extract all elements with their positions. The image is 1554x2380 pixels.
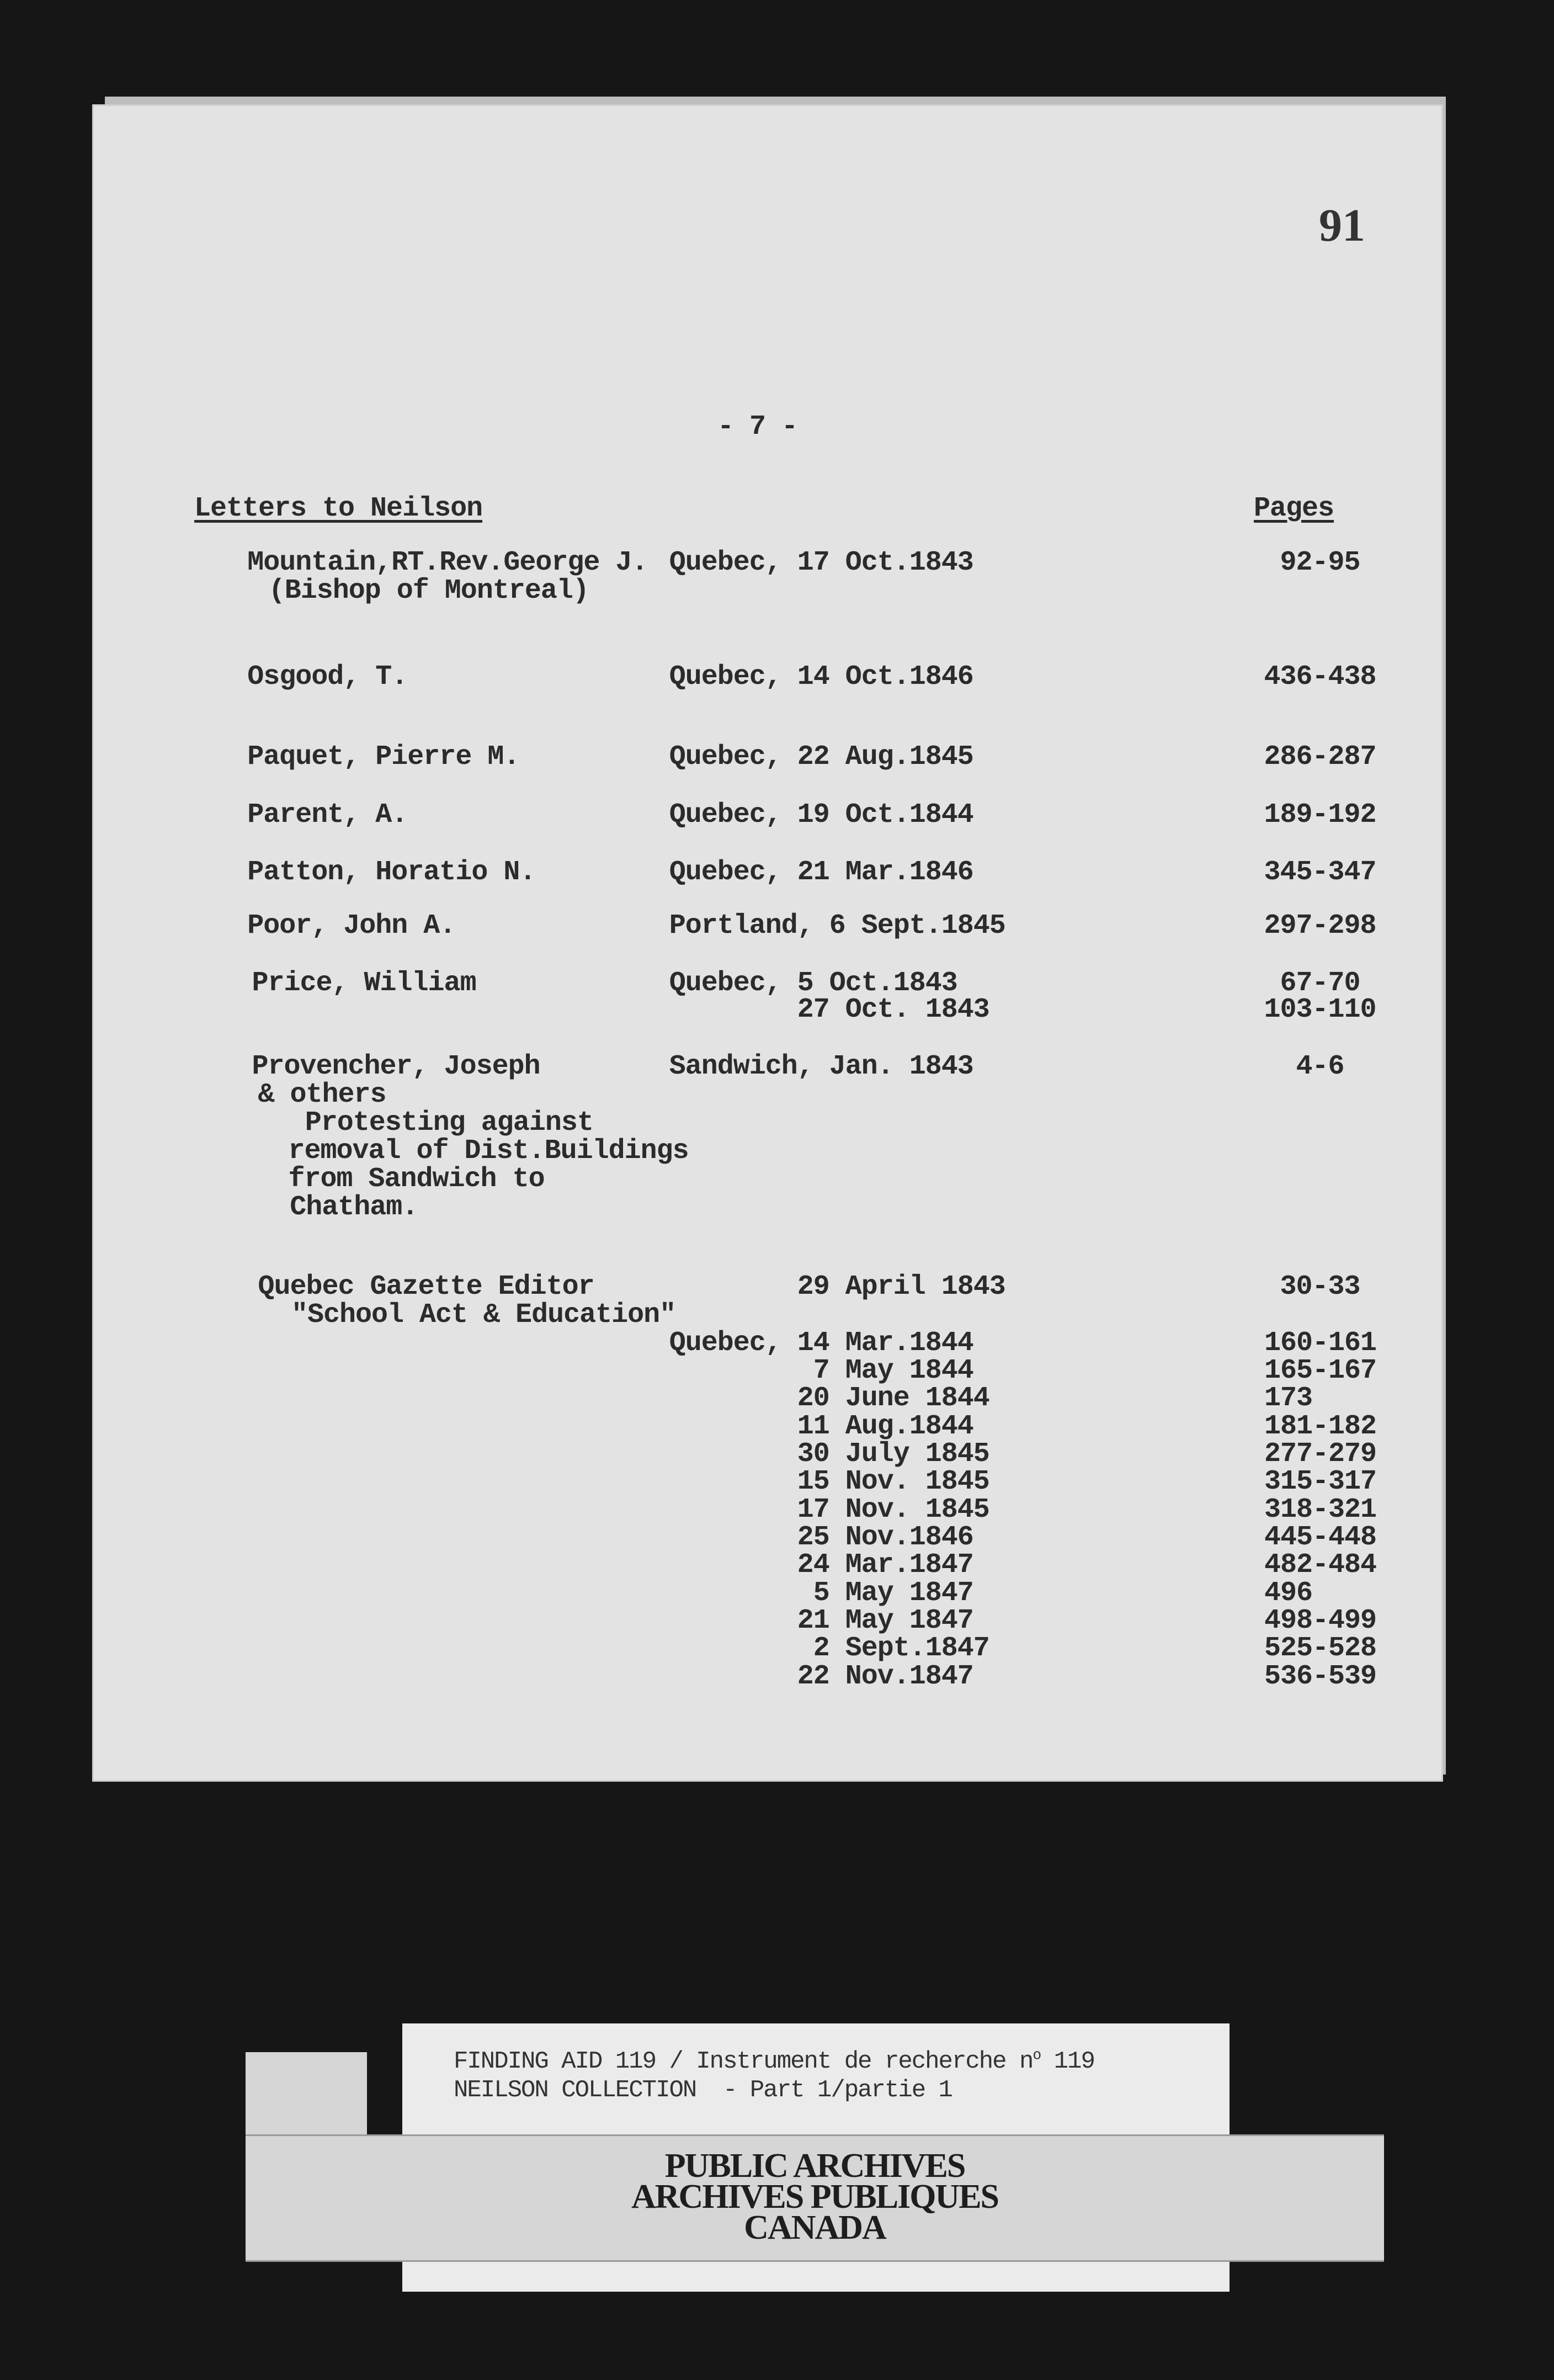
letter-pages: 189-192 (1264, 799, 1376, 831)
letter-place: Quebec, (669, 857, 781, 889)
correspondent-note: Chatham. (290, 1191, 418, 1223)
letter-pages: 445-448 (1264, 1522, 1377, 1554)
letter-pages: 277-279 (1264, 1438, 1377, 1470)
letter-date: 7 May 1844 (813, 1355, 973, 1387)
correspondent-note: (Bishop of Montreal) (268, 575, 589, 607)
letter-place: Quebec, (669, 1327, 781, 1359)
correspondent-name: Paquet, Pierre M. (247, 741, 520, 773)
letter-date: 15 Nov. 1845 (797, 1466, 989, 1498)
letter-pages: 181-182 (1264, 1410, 1377, 1442)
correspondent-note: removal of Dist.Buildings (288, 1135, 689, 1167)
letter-place: Quebec, (669, 547, 781, 579)
letter-pages: 92-95 (1280, 547, 1360, 579)
finding-aid-line-1 (454, 2049, 1094, 2074)
letter-date: 22 Nov.1847 (797, 1660, 973, 1692)
letter-date: 14 Oct.1846 (797, 661, 973, 693)
letter-pages: 525-528 (1264, 1633, 1377, 1665)
letter-date: 19 Oct.1844 (797, 799, 973, 831)
folio-number: 91 (1319, 200, 1365, 251)
finding-aid-superscript: o (1033, 2047, 1041, 2064)
archives-stamp-tab (246, 2052, 367, 2135)
letter-pages: 536-539 (1264, 1660, 1377, 1692)
letter-date: 29 April 1843 (797, 1271, 1005, 1303)
letter-place: Sandwich, (669, 1051, 813, 1083)
letter-place: Quebec, (669, 661, 781, 693)
letter-place: Portland, (669, 910, 813, 942)
letter-date: 21 May 1847 (797, 1605, 973, 1637)
letter-date: 2 Sept.1847 (813, 1633, 989, 1665)
letter-pages: 345-347 (1264, 857, 1376, 889)
letter-date: 14 Mar.1844 (797, 1327, 973, 1359)
correspondent-name: Quebec Gazette Editor (258, 1271, 594, 1303)
letter-date: 20 June 1844 (797, 1383, 989, 1415)
letter-date: 22 Aug.1845 (797, 741, 973, 773)
correspondent-name: Price, William (252, 968, 476, 999)
letter-pages: 67-70 (1280, 968, 1360, 999)
letter-pages: 103-110 (1264, 994, 1376, 1026)
correspondent-name: Mountain,RT.Rev.George J. (247, 547, 648, 579)
letter-date: Jan. 1843 (829, 1051, 973, 1083)
section-heading: Letters to Neilson (194, 493, 483, 524)
letter-date: 21 Mar.1846 (797, 857, 973, 889)
correspondent-name: Osgood, T. (247, 661, 408, 693)
letter-pages: 30-33 (1280, 1271, 1360, 1303)
letter-pages: 286-287 (1264, 741, 1376, 773)
finding-aid-line-2: NEILSON COLLECTION - Part 1/partie 1 (454, 2076, 952, 2104)
letter-pages: 318-321 (1264, 1494, 1377, 1526)
letter-date: 27 Oct. 1843 (797, 994, 989, 1026)
stamp-line-3: CANADA (744, 2209, 886, 2246)
letter-pages: 4-6 (1296, 1051, 1344, 1083)
correspondent-note: from Sandwich to (288, 1163, 545, 1195)
letter-place: Quebec, (669, 741, 781, 773)
letter-date: 11 Aug.1844 (797, 1410, 973, 1442)
document-page (94, 106, 1441, 1780)
letter-pages: 315-317 (1264, 1466, 1377, 1498)
letter-date: 25 Nov.1846 (797, 1522, 973, 1554)
correspondent-note: "School Act & Education" (291, 1299, 676, 1331)
stamp-line-2: ARCHIVES PUBLIQUES (631, 2178, 999, 2216)
letter-date: 17 Oct.1843 (797, 547, 973, 579)
letter-pages: 165-167 (1264, 1355, 1377, 1387)
letter-date: 5 May 1847 (813, 1577, 973, 1609)
correspondent-note: & others (258, 1079, 386, 1111)
letter-pages: 173 (1264, 1383, 1313, 1415)
letter-place: Quebec, (669, 799, 781, 831)
letter-pages: 436-438 (1264, 661, 1376, 693)
letter-date: 24 Mar.1847 (797, 1549, 973, 1581)
letter-date: 6 Sept.1845 (829, 910, 1005, 942)
letter-pages: 160-161 (1264, 1327, 1377, 1359)
correspondent-name: Poor, John A. (247, 910, 456, 942)
correspondent-note: Protesting against (305, 1107, 593, 1139)
correspondent-name: Provencher, Joseph (252, 1051, 540, 1083)
pages-column-heading: Pages (1254, 493, 1334, 524)
correspondent-name: Patton, Horatio N. (247, 857, 536, 889)
finding-aid-title: FINDING AID 119 / Instrument de recherche n (454, 2048, 1033, 2075)
letter-pages: 496 (1264, 1577, 1313, 1609)
stamp-line-1: PUBLIC ARCHIVES (664, 2147, 965, 2185)
letter-date: 30 July 1845 (797, 1438, 989, 1470)
letter-pages: 498-499 (1264, 1605, 1377, 1637)
letter-date: 17 Nov. 1845 (797, 1494, 989, 1526)
finding-aid-number: 119 (1040, 2048, 1094, 2075)
letter-date: 5 Oct.1843 (797, 968, 957, 999)
correspondent-name: Parent, A. (247, 799, 408, 831)
letter-place: Quebec, (669, 968, 781, 999)
letter-pages: 297-298 (1264, 910, 1376, 942)
letter-pages: 482-484 (1264, 1549, 1377, 1581)
page-number: - 7 - (717, 411, 798, 443)
